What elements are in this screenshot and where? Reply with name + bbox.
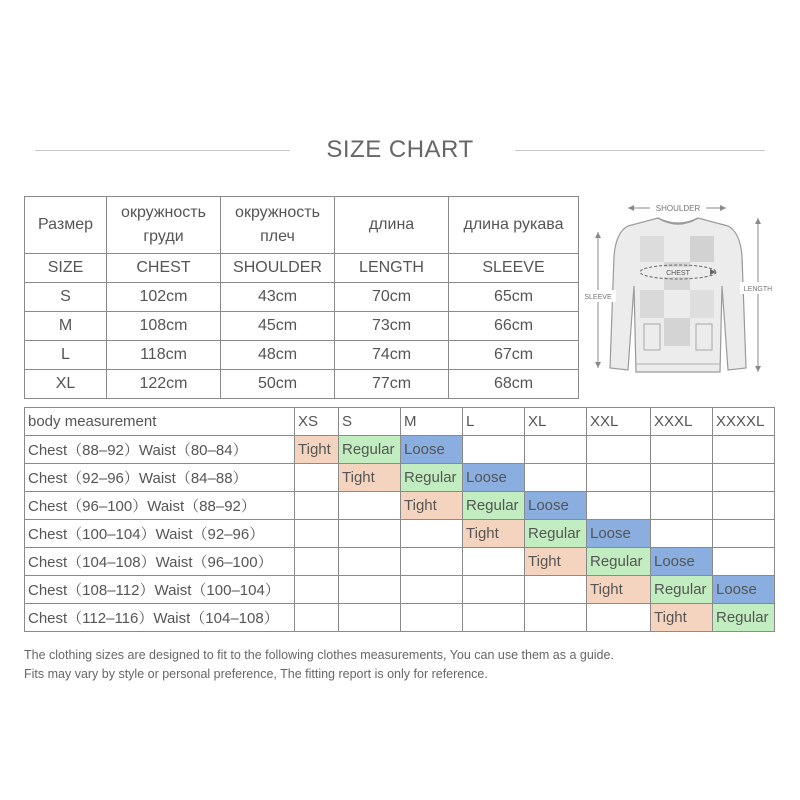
table-row [25, 520, 775, 548]
arrow-down-icon [755, 366, 761, 372]
measurement-label-cell: Chest（112–116）Waist（104–108） [25, 604, 295, 632]
fit-cell [525, 436, 587, 464]
length-cell: 70cm [335, 283, 449, 312]
table-row [25, 548, 775, 576]
fit-cell [339, 548, 401, 576]
fit-cell: Regular [401, 464, 463, 492]
table-row [25, 576, 775, 604]
fit-cell [295, 604, 339, 632]
fit-cell: Tight [525, 548, 587, 576]
shoulder-cell: 43cm [221, 283, 335, 312]
header-cell: SLEEVE [449, 254, 579, 283]
fit-cell [295, 576, 339, 604]
fit-cell [713, 436, 775, 464]
fit-cell [525, 576, 587, 604]
size-header-cell: XL [525, 408, 587, 436]
corner-cell: body measurement [25, 408, 295, 436]
fit-cell [651, 520, 713, 548]
size-header-cell: XS [295, 408, 339, 436]
size-table-header-ru [25, 197, 579, 254]
fit-cell: Loose [587, 520, 651, 548]
fit-cell [339, 520, 401, 548]
fit-cell [401, 576, 463, 604]
header-cell: SHOULDER [221, 254, 335, 283]
fit-cell: Tight [339, 464, 401, 492]
shoulder-cell: 48cm [221, 341, 335, 370]
size-notes [24, 646, 614, 684]
header-cell: Размер [25, 197, 107, 254]
table-row [25, 312, 579, 341]
sleeve-cell: 65cm [449, 283, 579, 312]
fit-cell: Regular [463, 492, 525, 520]
fit-cell [713, 464, 775, 492]
table-row [25, 464, 775, 492]
fit-cell [463, 548, 525, 576]
fit-cell [587, 464, 651, 492]
sleeve-cell: 66cm [449, 312, 579, 341]
table-row [25, 604, 775, 632]
sweater-icon [610, 218, 746, 372]
size-cell: M [25, 312, 107, 341]
fit-cell [525, 464, 587, 492]
table-row [25, 370, 579, 399]
fit-table [24, 407, 775, 632]
fit-cell [339, 576, 401, 604]
fit-cell: Tight [401, 492, 463, 520]
fit-cell [463, 604, 525, 632]
header-cell: SIZE [25, 254, 107, 283]
fit-cell [295, 520, 339, 548]
note-line: Fits may vary by style or personal preference, The fitting report is only for reference. [24, 667, 488, 681]
size-table-header-en [25, 254, 579, 283]
measurement-label-cell: Chest（88–92）Waist（80–84） [25, 436, 295, 464]
fit-cell: Regular [525, 520, 587, 548]
fit-cell: Loose [525, 492, 587, 520]
sleeve-cell: 67cm [449, 341, 579, 370]
header-cell: CHEST [107, 254, 221, 283]
fit-cell [339, 492, 401, 520]
size-header-cell: L [463, 408, 525, 436]
size-header-cell: S [339, 408, 401, 436]
fit-cell [401, 604, 463, 632]
size-cell: XL [25, 370, 107, 399]
measurement-label-cell: Chest（92–96）Waist（84–88） [25, 464, 295, 492]
length-cell: 73cm [335, 312, 449, 341]
chest-cell: 118cm [107, 341, 221, 370]
shoulder-cell: 45cm [221, 312, 335, 341]
sleeve-cell: 68cm [449, 370, 579, 399]
fit-cell [463, 436, 525, 464]
fit-cell [651, 492, 713, 520]
fit-cell: Tight [587, 576, 651, 604]
header-cell: окружность плеч [221, 197, 335, 254]
chest-label: CHEST [666, 270, 690, 277]
size-header-cell: XXXL [651, 408, 713, 436]
length-cell: 77cm [335, 370, 449, 399]
arrow-up-icon [755, 218, 761, 224]
fit-cell [587, 492, 651, 520]
fit-cell [587, 604, 651, 632]
table-row [25, 436, 775, 464]
page-title: SIZE CHART [326, 136, 474, 163]
arrow-down-icon [595, 362, 601, 368]
fit-cell [651, 464, 713, 492]
measurement-label-cell: Chest（96–100）Waist（88–92） [25, 492, 295, 520]
fit-cell: Regular [651, 576, 713, 604]
size-cell: S [25, 283, 107, 312]
fit-cell: Loose [401, 436, 463, 464]
fit-cell [295, 548, 339, 576]
size-header-cell: M [401, 408, 463, 436]
fit-cell: Regular [713, 604, 775, 632]
table-row [25, 283, 579, 312]
title-divider-left [35, 150, 290, 151]
header-cell: окружность груди [107, 197, 221, 254]
chest-cell: 102cm [107, 283, 221, 312]
sleeve-label: SLEEVE [584, 294, 612, 301]
fit-cell [295, 464, 339, 492]
fit-cell [401, 548, 463, 576]
fit-cell [525, 604, 587, 632]
length-cell: 74cm [335, 341, 449, 370]
chest-cell: 108cm [107, 312, 221, 341]
size-cell: L [25, 341, 107, 370]
fit-cell [339, 604, 401, 632]
fit-cell [295, 492, 339, 520]
fit-cell [463, 576, 525, 604]
length-label: LENGTH [743, 286, 773, 293]
title-divider-right [515, 150, 765, 151]
size-header-cell: XXXXL [713, 408, 775, 436]
fit-cell: Regular [587, 548, 651, 576]
fit-cell: Regular [339, 436, 401, 464]
note-line: The clothing sizes are designed to fit to the following clothes measurements, You can use them as a guide. [24, 648, 614, 662]
shoulder-label: SHOULDER [655, 204, 701, 213]
arrow-right-icon [720, 205, 726, 211]
chest-cell: 122cm [107, 370, 221, 399]
table-row [25, 341, 579, 370]
size-table [24, 196, 579, 399]
size-chart-header [0, 132, 800, 172]
arrow-up-icon [595, 232, 601, 238]
fit-cell [713, 520, 775, 548]
arrow-left-icon [628, 205, 634, 211]
fit-table-body [25, 408, 775, 632]
table-row [25, 492, 775, 520]
fit-cell: Tight [295, 436, 339, 464]
fit-cell [587, 436, 651, 464]
fit-cell: Tight [651, 604, 713, 632]
fit-cell [713, 548, 775, 576]
header-cell: длина рукава [449, 197, 579, 254]
fit-cell [401, 520, 463, 548]
header-cell: LENGTH [335, 254, 449, 283]
fit-cell: Loose [651, 548, 713, 576]
fit-cell: Tight [463, 520, 525, 548]
size-header-cell: XXL [587, 408, 651, 436]
measurement-label-cell: Chest（104–108）Waist（96–100） [25, 548, 295, 576]
fit-cell: Loose [713, 576, 775, 604]
fit-cell: Loose [463, 464, 525, 492]
sweater-measurement-diagram [578, 196, 778, 386]
measurement-label-cell: Chest（108–112）Waist（100–104） [25, 576, 295, 604]
fit-cell [713, 492, 775, 520]
measurement-label-cell: Chest（100–104）Waist（92–96） [25, 520, 295, 548]
fit-cell [651, 436, 713, 464]
header-cell: длина [335, 197, 449, 254]
shoulder-cell: 50cm [221, 370, 335, 399]
fit-table-header [25, 408, 775, 436]
